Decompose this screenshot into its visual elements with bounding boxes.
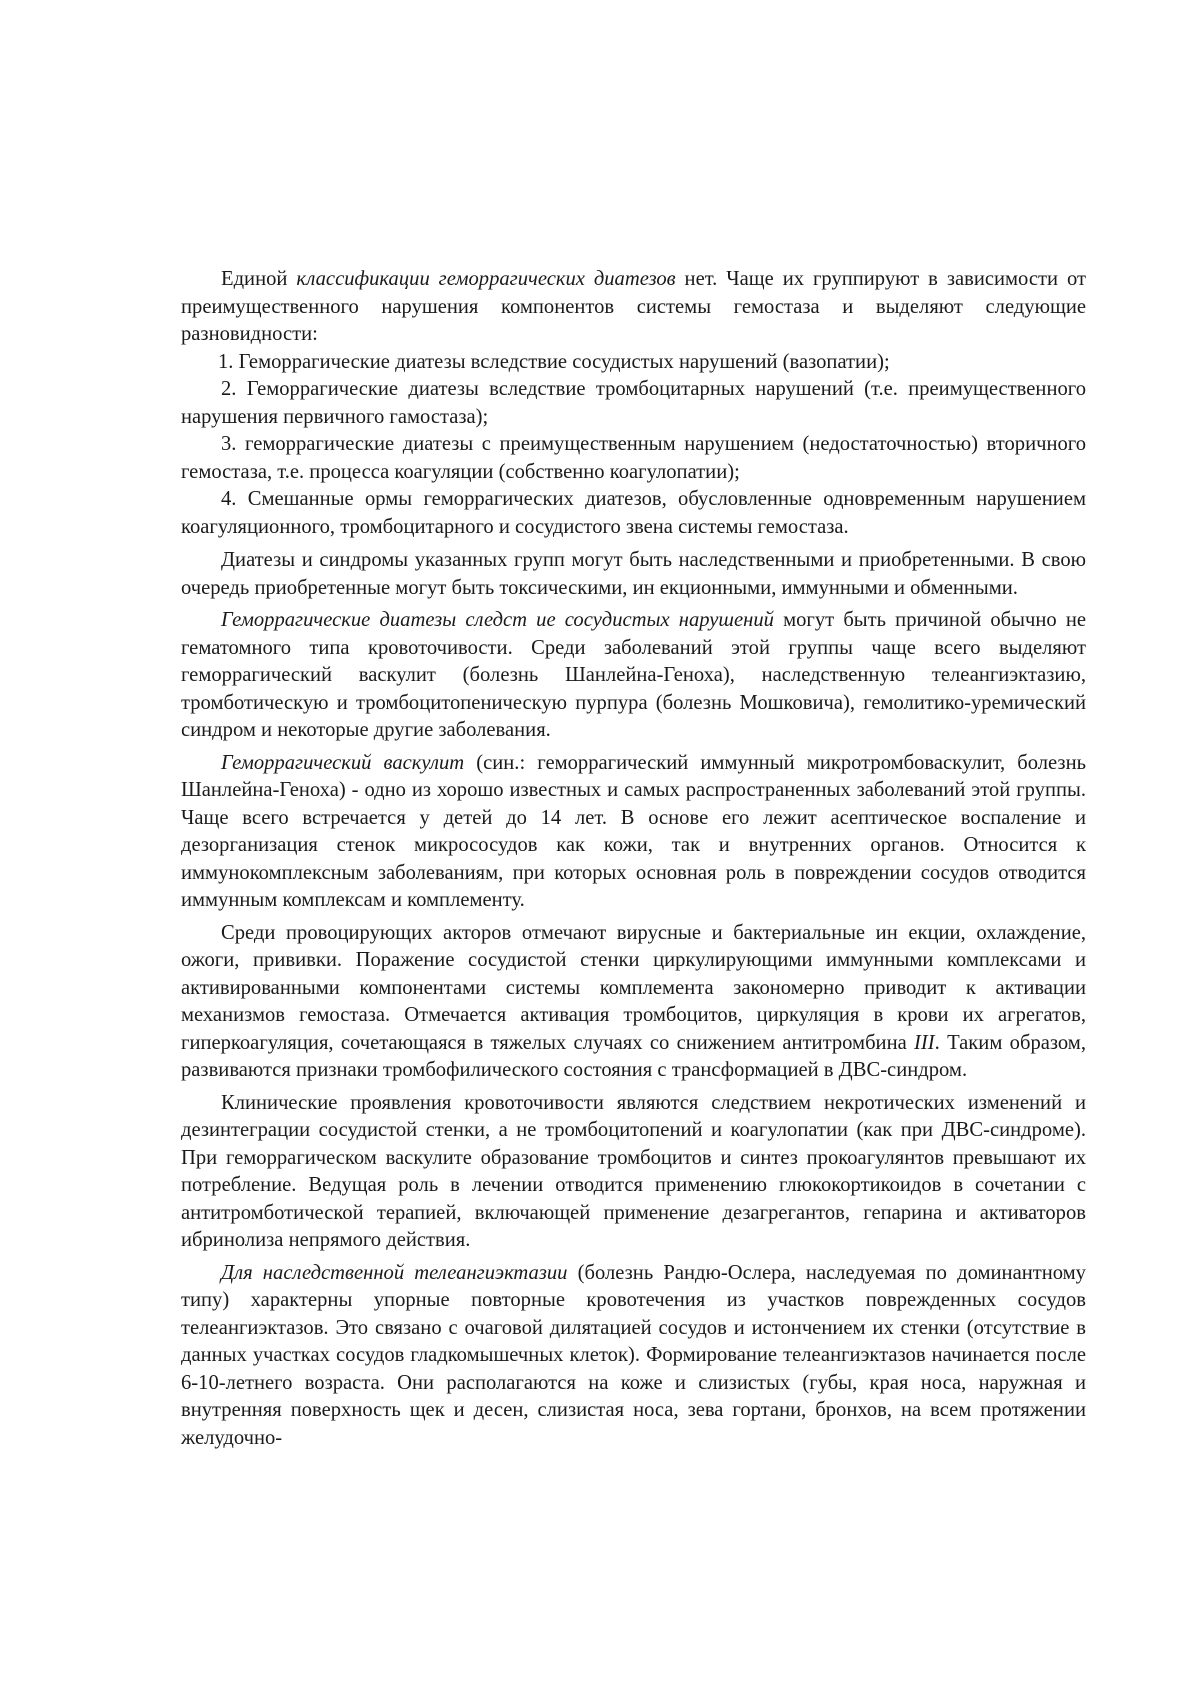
intro-text-before: Единой bbox=[221, 268, 297, 290]
body-text bbox=[181, 266, 1086, 1457]
vascular-text: могут быть причиной обычно не гематомного типа кровоточивости. Среди заболеваний этой группы чаще всего выделяют геморрагический васкулит (болезнь Шанлейна-Геноха), наследственную телеангиэктазию, тромботическую и тромбоцитопеническую пурпура (болезнь Мошковича), гемолитико-уремический синдром и некоторые другие заболевания. bbox=[181, 609, 1086, 741]
list-item-4: 4. Смешанные ормы геморрагических диатезов, обусловленные одновременным нарушением коагуляционного, тромбоцитарного и сосудистого звена системы гемостаза. bbox=[181, 488, 1086, 538]
factors-paragraph bbox=[181, 920, 1086, 1085]
telangiectasia-italic-term: Для наследственной телеангиэктазии bbox=[221, 1261, 568, 1284]
vasculitis-text: (син.: геморрагический иммунный микротромбоваскулит, болезнь Шанлейна-Геноха) - одно из хорошо известных и самых распространенных заболеваний этой группы. Чаще всего встречается у детей до 14 лет. В основе его лежит асептическое воспаление и дезорганизация стенок микрососудов как кожи, так и внутренних органов. Относится к иммунокомплексным заболеваниям, при которых основная роль в повреждении сосудов отводится иммунным комплексам и комплементу. bbox=[181, 751, 1086, 911]
factors-text-after: . Таким образом, развиваются признаки тромбофилического состояния с трансформацией в ДВС-синдром. bbox=[181, 1031, 1086, 1081]
list-item-1: 1. Геморрагические диатезы вследствие сосудистых нарушений (вазопатии); bbox=[218, 350, 890, 373]
factors-italic-roman-numeral: III bbox=[914, 1031, 935, 1054]
intro-text-after: нет. Чаще их группируют в зависимости от преимущественного нарушения компонентов системы гемостаза и выделяют следующие разновидности: bbox=[181, 268, 1086, 345]
diateses-paragraph: Диатезы и синдромы указанных групп могут быть наследственными и приобретенными. В свою очередь приобретенные могут быть токсическими, ин екционными, иммунными и обменными. bbox=[181, 549, 1086, 599]
telangiectasia-paragraph bbox=[181, 1260, 1086, 1453]
vascular-paragraph bbox=[181, 607, 1086, 745]
vasculitis-paragraph bbox=[181, 750, 1086, 915]
intro-paragraph bbox=[181, 266, 1086, 349]
list-item-3: 3. геморрагические диатезы с преимущественным нарушением (недостаточностью) вторичного гемостаза, т.е. процесса коагуляции (собственно коагулопатии); bbox=[181, 433, 1086, 483]
vascular-italic-term: Геморрагические диатезы следст ие сосудистых нарушений bbox=[221, 609, 774, 631]
vasculitis-italic-term: Геморрагический васкулит bbox=[221, 751, 465, 774]
telangiectasia-text: (болезнь Рандю-Ослера, наследуемая по доминантному типу) характерны упорные повторные кровотечения из участков поврежденных сосудов телеангиэктазов. Это связано с очаговой дилятацией сосудов и истончением их стенки (отсутствие в данных участках сосудов гладкомышечных клеток). Формирование телеангиэктазов начинается после 6-10-летнего возраста. Они располагаются на коже и слизистых (губы, края носа, наружная и внутренняя поверхность щек и десен, слизистая носа, зева гортани, бронхов, на всем протяжении желудочно- bbox=[181, 1261, 1086, 1449]
intro-italic-term: классификации геморрагических диатезов bbox=[296, 268, 676, 290]
factors-text-before: Среди провоцирующих акторов отмечают вирусные и бактериальные ин екции, охлаждение, ожоги, прививки. Поражение сосудистой стенки циркулирующими иммунными комплексами и активированными компонентами системы комплемента закономерно приводит к активации механизмов гемостаза. Отмечается активация тромбоцитов, циркуляция в крови их агрегатов, гиперкоагуляция, сочетающаяся в тяжелых случаях со снижением антитромбина bbox=[181, 921, 1086, 1054]
list-item-2: 2. Геморрагические диатезы вследствие тромбоцитарных нарушений (т.е. преимущественного нарушения первичного гамостаза); bbox=[181, 378, 1086, 428]
clinical-paragraph: Клинические проявления кровоточивости являются следствием некротических изменений и дезинтеграции сосудистой стенки, а не тромбоцитопений и коагулопатии (как при ДВС-синдроме). При геморрагическом васкулите образование тромбоцитов и синтез прокоагулянтов превышают их потребление. Ведущая роль в лечении отводится применению глюкокортикоидов в сочетании с антитромботической терапией, включающей применение дезагрегантов, гепарина и активаторов ибринолиза непрямого действия. bbox=[181, 1091, 1086, 1251]
